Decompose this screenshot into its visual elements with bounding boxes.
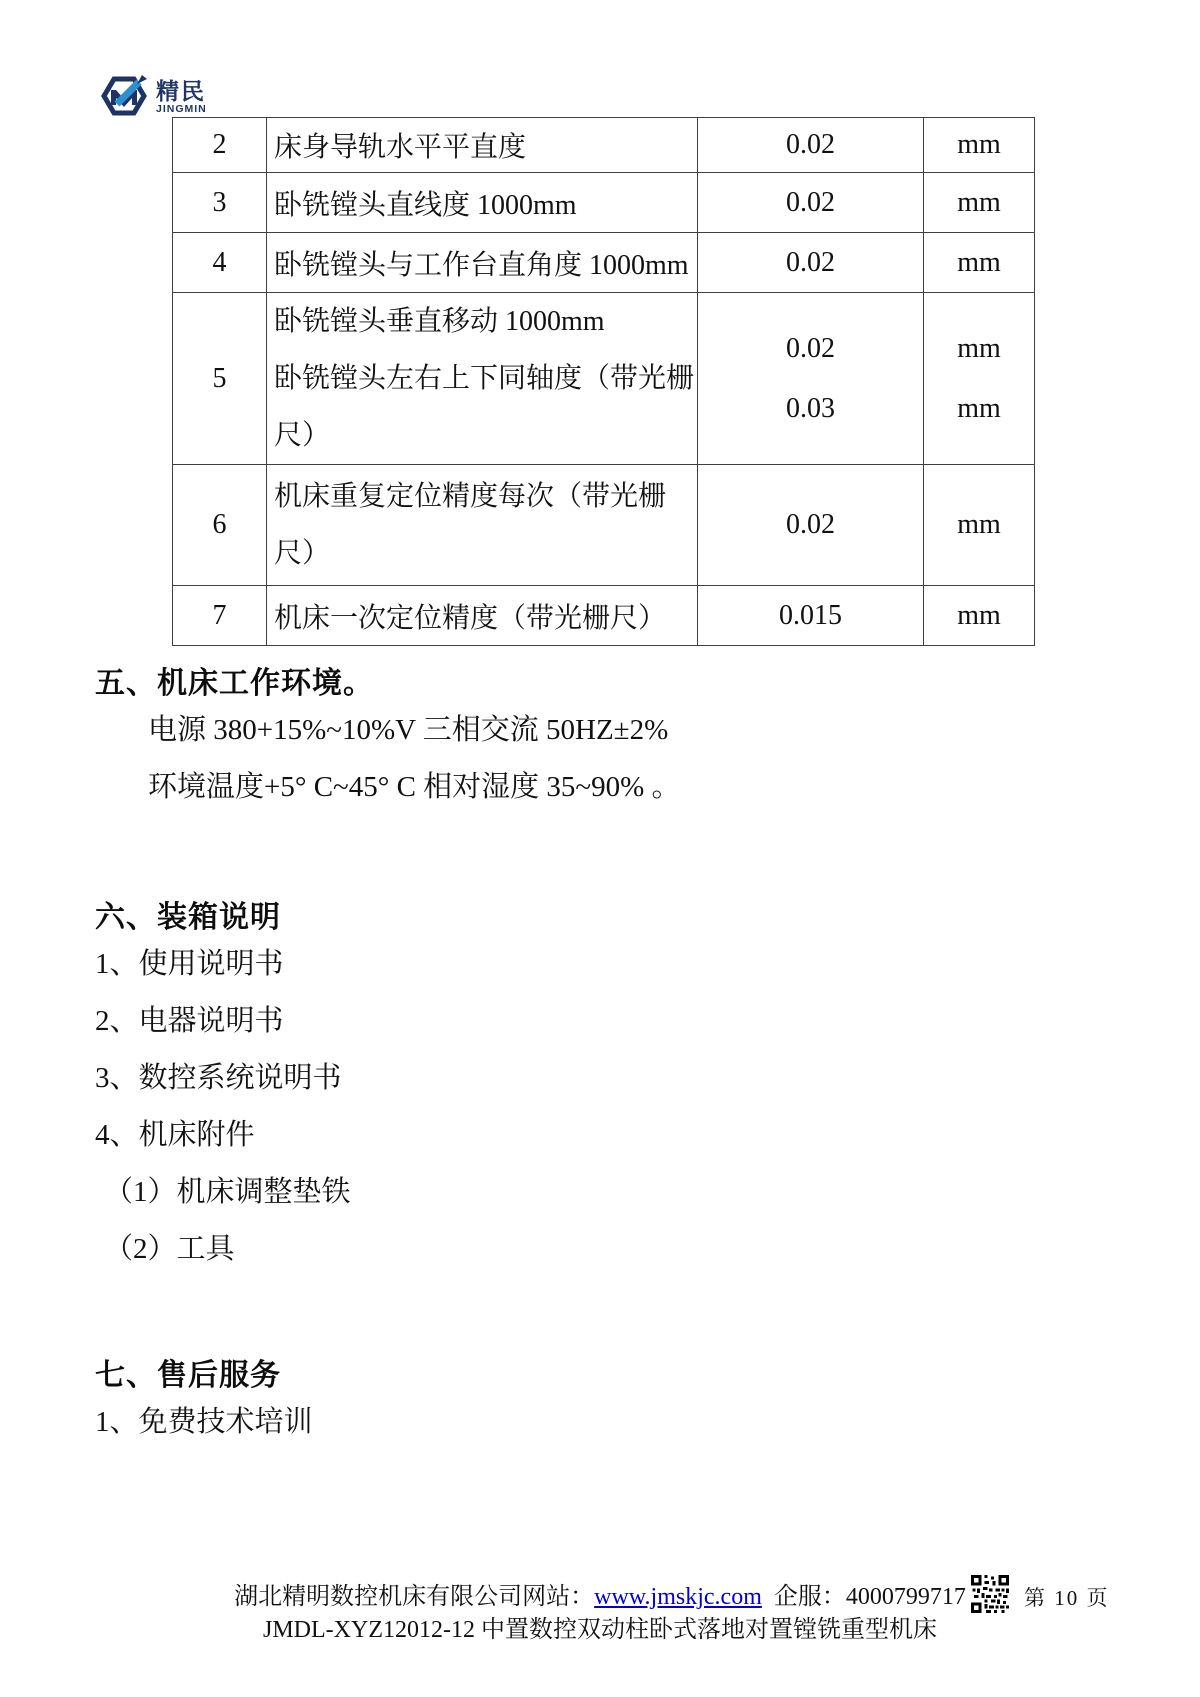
spec-unit-line: mm — [957, 332, 1001, 364]
list-item: 1、使用说明书 — [95, 948, 284, 980]
spec-number: 6 — [173, 465, 267, 586]
spec-description-line: 卧铣镗头垂直移动 1000mm — [274, 306, 605, 337]
spec-number: 2 — [173, 118, 267, 173]
spec-unit: mm — [924, 233, 1035, 293]
website-link[interactable]: www.jmskjc.com — [594, 1584, 762, 1610]
spec-description-line: 卧铣镗头左右上下同轴度（带光栅尺） — [274, 363, 695, 451]
spec-value: 0.02 — [698, 233, 924, 293]
spec-value: 0.015 — [698, 586, 924, 646]
logo-text — [156, 77, 207, 115]
precision-spec-table — [172, 117, 1035, 646]
list-item: 4、机床附件 — [95, 1119, 255, 1151]
table-row — [173, 173, 1035, 233]
section-5-heading: 五、机床工作环境。 — [95, 667, 374, 700]
spec-value-line: 0.02 — [786, 332, 835, 364]
spec-unit: mm — [924, 586, 1035, 646]
list-sub-item: （2）工具 — [104, 1233, 235, 1265]
spec-number: 4 — [173, 233, 267, 293]
spec-description — [267, 293, 698, 465]
spec-description: 机床一次定位精度（带光栅尺） — [267, 586, 698, 646]
spec-number: 5 — [173, 293, 267, 465]
spec-unit: mm — [924, 465, 1035, 586]
environment-block — [148, 716, 681, 830]
section-6-heading: 六、装箱说明 — [95, 901, 281, 934]
list-item: 3、数控系统说明书 — [95, 1062, 342, 1094]
footer-company-line — [0, 1576, 1200, 1611]
page-number: 第 10 页 — [1024, 1586, 1110, 1610]
spec-value: 0.02 — [698, 173, 924, 233]
section-7-heading: 七、售后服务 — [95, 1359, 281, 1392]
spec-unit-line: mm — [957, 392, 1001, 424]
table-row — [173, 118, 1035, 173]
service-list — [95, 1408, 313, 1465]
table-row — [173, 586, 1035, 646]
spec-description: 机床重复定位精度每次（带光栅尺） — [267, 465, 698, 586]
power-spec-line: 电源 380+15%~10%V 三相交流 50HZ±2% — [148, 714, 669, 746]
spec-value: 0.02 — [698, 118, 924, 173]
spec-value-line: 0.03 — [786, 392, 835, 424]
footer-company-text: 湖北精明数控机床有限公司网站： — [234, 1584, 595, 1610]
spec-number: 3 — [173, 173, 267, 233]
spec-value — [698, 293, 924, 465]
footer-model-line: JMDL-XYZ12012-12 中置数控双动柱卧式落地对置镗铣重型机床 — [263, 1617, 937, 1643]
spec-number: 7 — [173, 586, 267, 646]
spec-unit: mm — [924, 118, 1035, 173]
table-row — [173, 465, 1035, 586]
list-sub-item: （1）机床调整垫铁 — [104, 1176, 351, 1208]
spec-description: 卧铣镗头直线度 1000mm — [267, 173, 698, 233]
packing-list — [95, 950, 351, 1292]
spec-description: 床身导轨水平平直度 — [267, 118, 698, 173]
brand-name-cn: 精民 — [156, 77, 206, 104]
spec-unit: mm — [924, 173, 1035, 233]
footer-spacer — [762, 1584, 774, 1610]
spec-description: 卧铣镗头与工作台直角度 1000mm — [267, 233, 698, 293]
table-row — [173, 233, 1035, 293]
spec-value: 0.02 — [698, 465, 924, 586]
company-logo — [100, 72, 207, 122]
qr-code — [971, 1575, 1009, 1613]
brand-name-en: JINGMIN — [156, 102, 207, 115]
temperature-humidity-line: 环境温度+5° C~45° C 相对湿度 35~90% 。 — [148, 771, 681, 803]
jingmin-hexagon-icon — [100, 72, 152, 122]
footer-service-text: 企服：4000799717 — [773, 1584, 966, 1610]
list-item: 2、电器说明书 — [95, 1005, 284, 1037]
list-item: 1、免费技术培训 — [95, 1406, 313, 1438]
spec-unit — [924, 293, 1035, 465]
table-row — [173, 293, 1035, 465]
